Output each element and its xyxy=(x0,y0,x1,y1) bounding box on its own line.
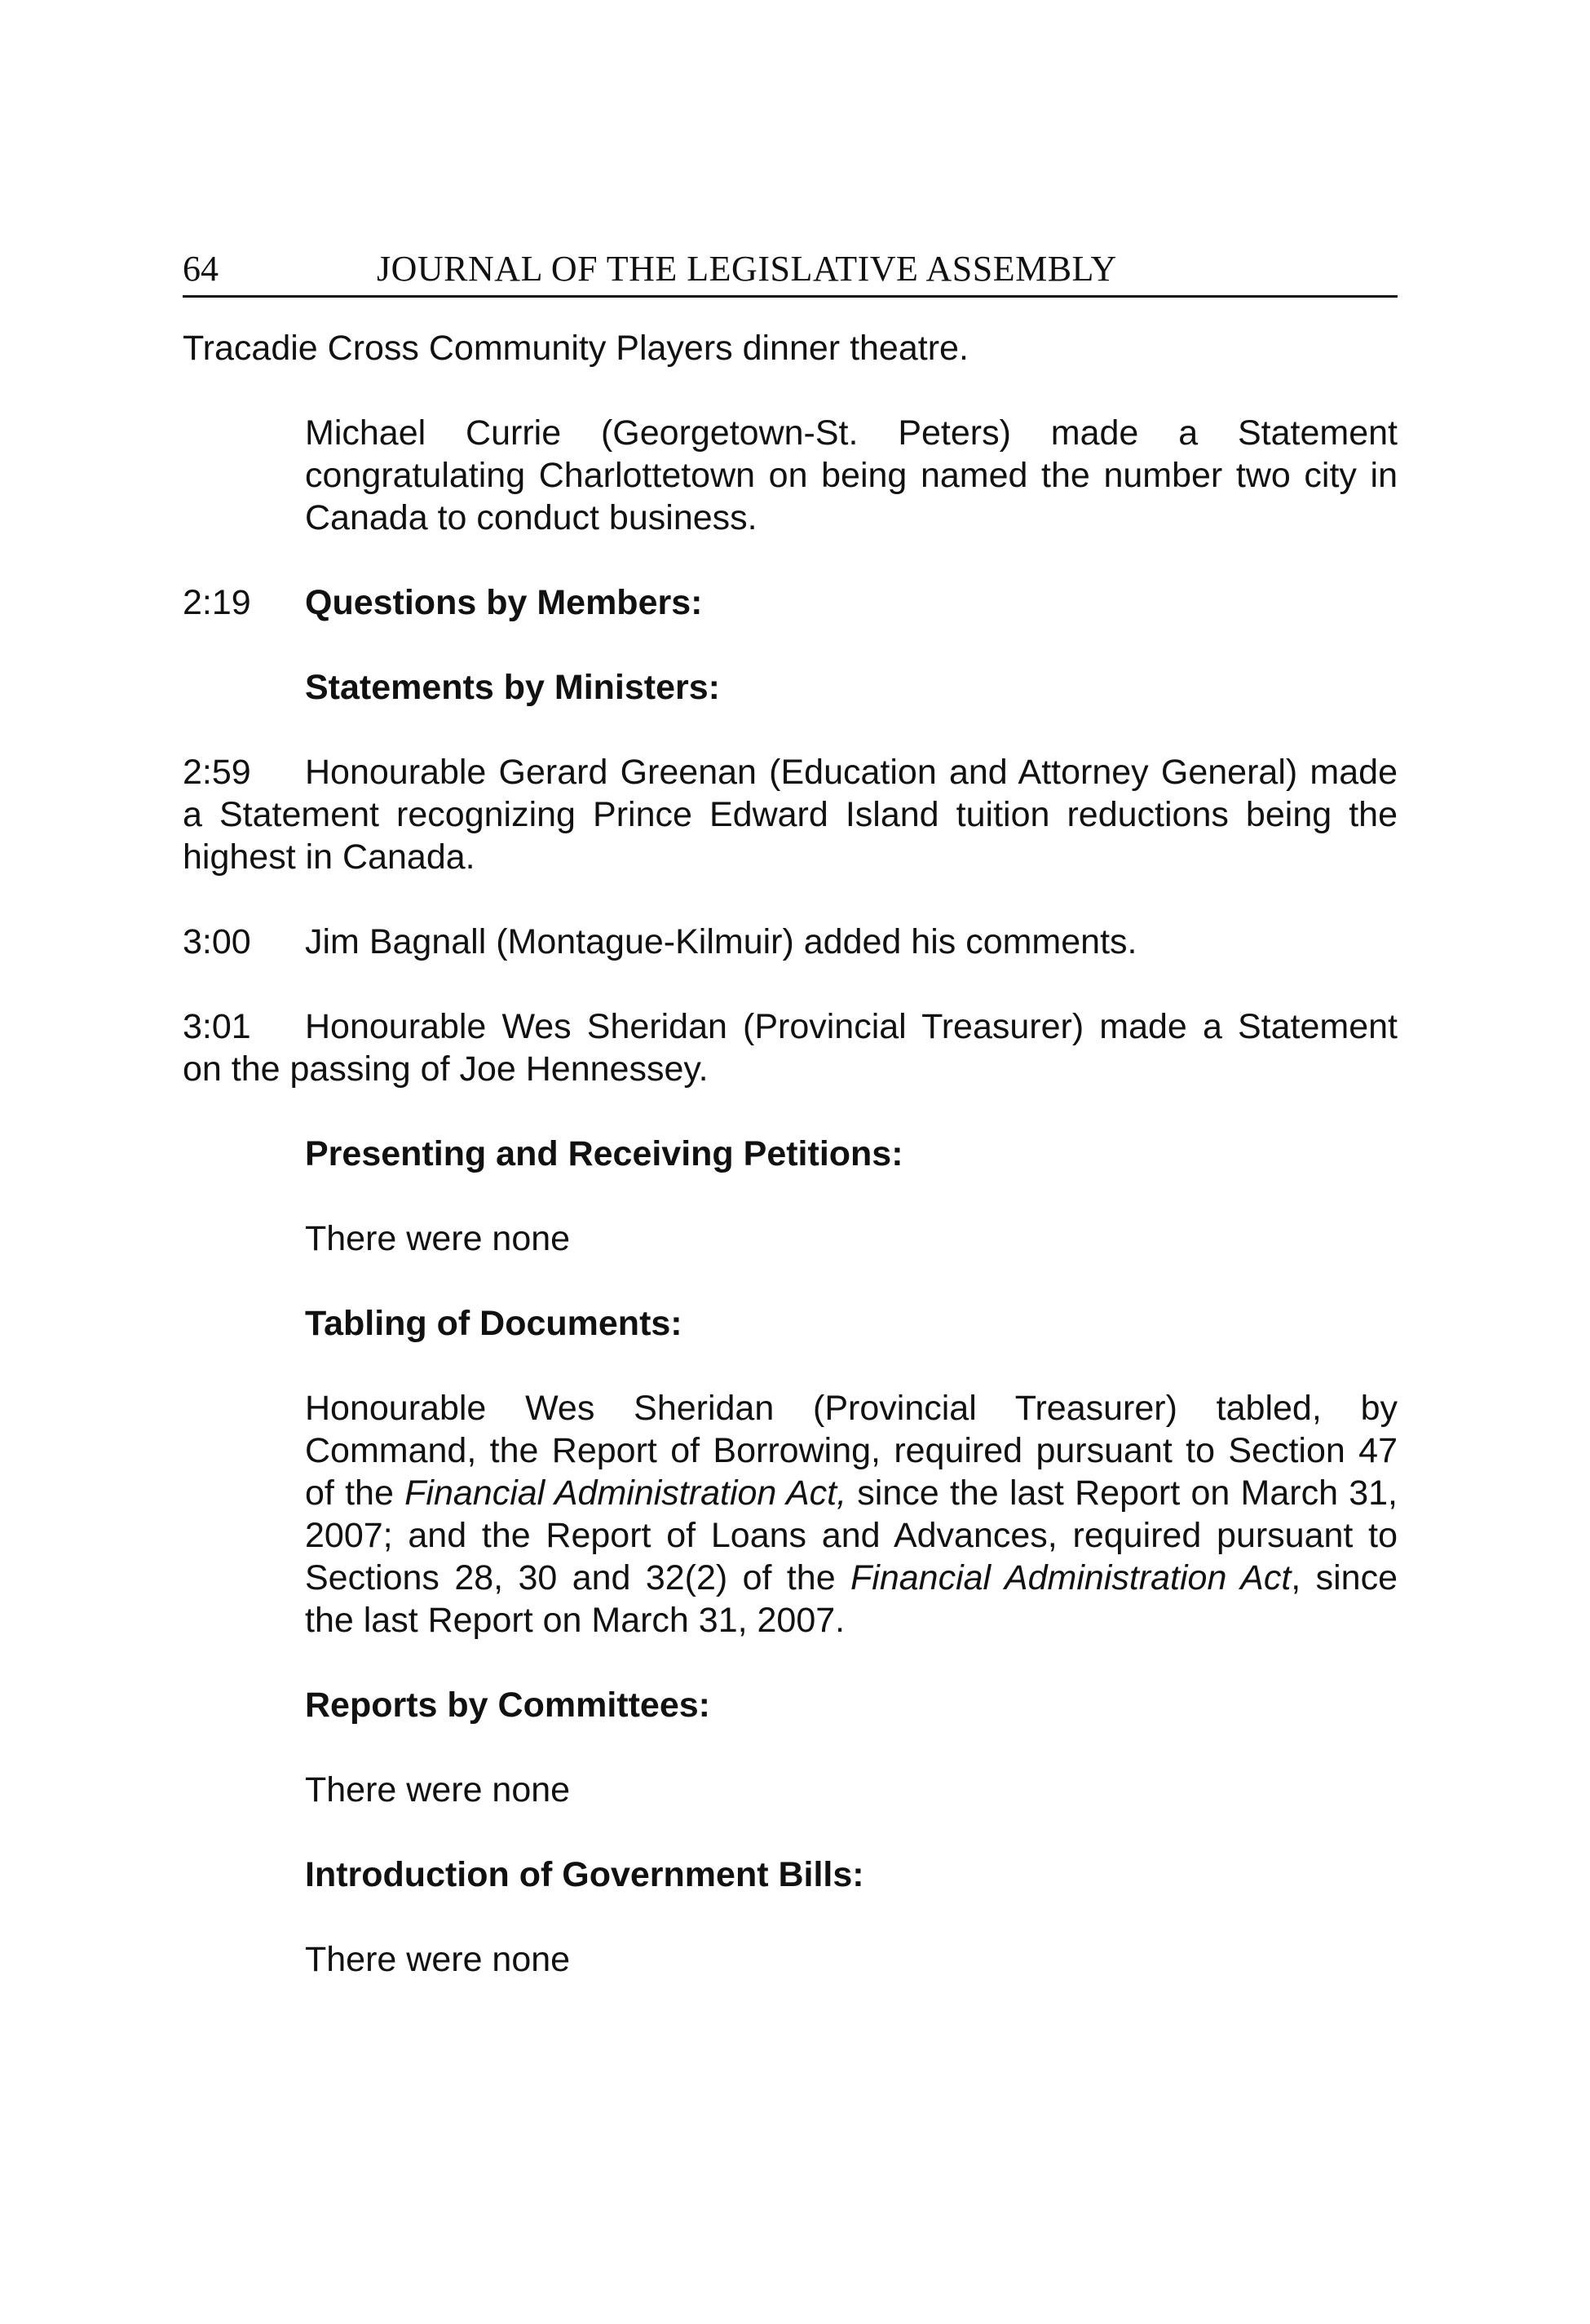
paragraph-none: There were none xyxy=(305,1219,571,1258)
section-tabling-documents: Tabling of Documents: xyxy=(305,1304,682,1343)
paragraph-sheridan-statement xyxy=(183,1005,1398,1090)
journal-title: JOURNAL OF THE LEGISLATIVE ASSEMBLY xyxy=(377,249,1117,289)
paragraph-greenan-statement xyxy=(183,751,1398,878)
paragraph-bagnall-comments xyxy=(183,921,1398,963)
section-statements-by-ministers: Statements by Ministers: xyxy=(305,668,720,707)
paragraph-text: since the last Report on March 31, 2007; and the Report of Loans and Advances, required pursuant to Sections 28, 30 and 32(2) of the xyxy=(305,1473,1398,1597)
act-title: Financial Administration Act xyxy=(850,1558,1292,1597)
page-number: 64 xyxy=(183,249,219,289)
paragraph-text: , since the last Report on March 31, 2007. xyxy=(305,1558,1398,1640)
section-government-bills: Introduction of Government Bills: xyxy=(305,1855,864,1894)
paragraph-text: Honourable Wes Sheridan (Provincial Treasurer) made a Statement on the passing of Joe Hennessey. xyxy=(183,1007,1398,1089)
section-questions-by-members xyxy=(183,581,1398,624)
section-heading: Questions by Members: xyxy=(305,583,703,622)
time-stamp: 3:00 xyxy=(183,922,251,961)
journal-content xyxy=(183,327,1398,1981)
time-stamp: 3:01 xyxy=(183,1007,251,1046)
paragraph-none: There were none xyxy=(305,1940,571,1979)
paragraph-currie-statement: Michael Currie (Georgetown-St. Peters) made a Statement congratulating Charlottetown on being named the number two city in Canada to conduct business. xyxy=(305,413,1398,537)
paragraph-text: Jim Bagnall (Montague-Kilmuir) added his comments. xyxy=(305,922,1137,961)
paragraph-tabling-reports xyxy=(183,1387,1398,1641)
paragraph-continuation: Tracadie Cross Community Players dinner theatre. xyxy=(183,329,969,368)
paragraph-text: Honourable Wes Sheridan (Provincial Treasurer) tabled, by Command, the Report of Borrowing, required pursuant to Section 47 of the xyxy=(305,1389,1398,1513)
time-stamp: 2:19 xyxy=(183,583,251,622)
running-header xyxy=(183,245,1398,298)
paragraph-none: There were none xyxy=(305,1770,571,1809)
journal-page xyxy=(183,245,1398,1981)
section-presenting-petitions: Presenting and Receiving Petitions: xyxy=(305,1134,903,1173)
paragraph-text: Honourable Gerard Greenan (Education and Attorney General) made a Statement recognizing Prince Edward Island tuition reductions being the highest in Canada. xyxy=(183,753,1398,877)
section-reports-by-committees: Reports by Committees: xyxy=(305,1686,710,1725)
time-stamp: 2:59 xyxy=(183,753,251,792)
act-title: Financial Administration Act, xyxy=(404,1473,847,1513)
